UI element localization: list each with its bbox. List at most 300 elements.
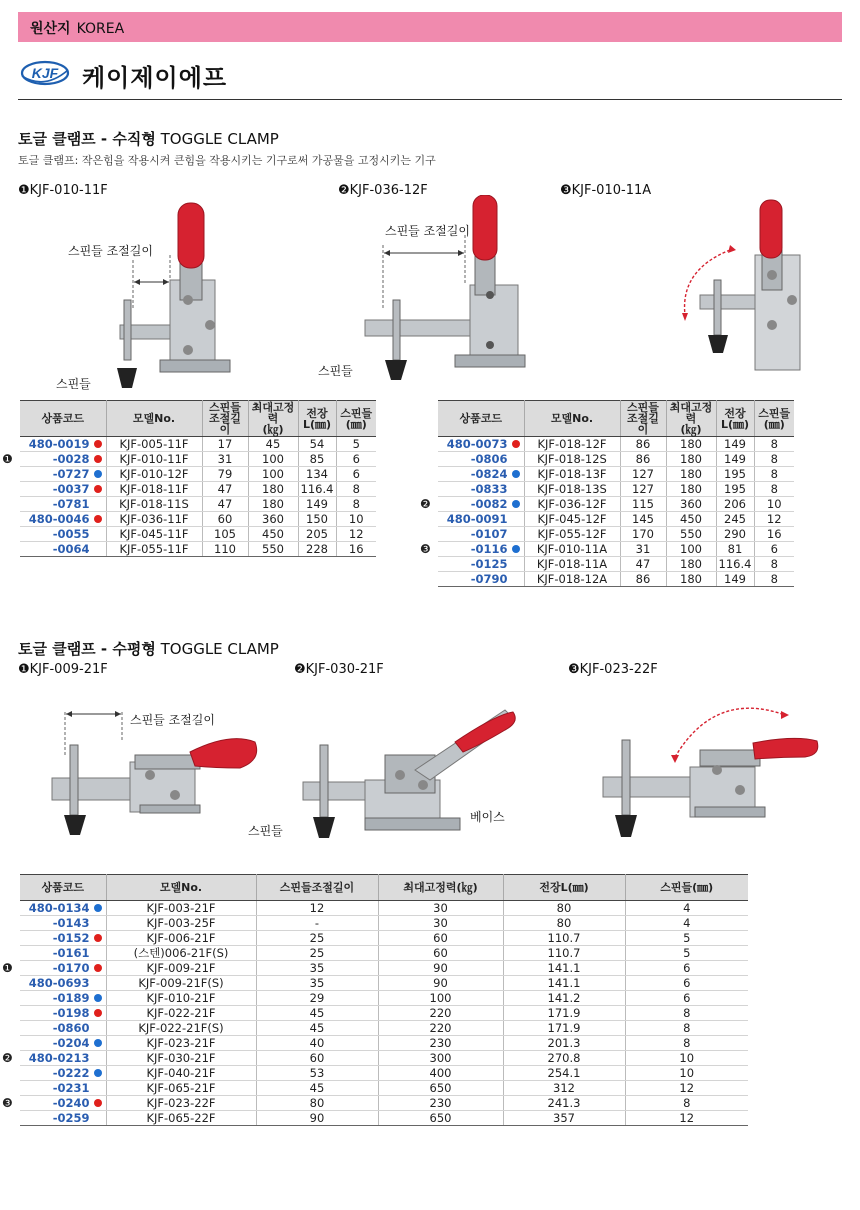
cell-adjust: 86 — [620, 572, 666, 587]
origin-bar — [18, 12, 842, 42]
table-row — [20, 497, 376, 512]
cell-spindle: 4 — [625, 916, 748, 931]
status-dot-icon — [94, 1054, 102, 1062]
product-code: -0189 — [52, 991, 90, 1005]
status-dot-icon — [512, 560, 520, 568]
cell-spindle: 6 — [336, 467, 376, 482]
cell-force: 450 — [248, 527, 298, 542]
cell-spindle: 5 — [336, 437, 376, 452]
cell-adjust: 35 — [256, 976, 378, 991]
table-row — [20, 1021, 748, 1036]
cell-force: 220 — [378, 1021, 503, 1036]
cell-code — [2, 961, 106, 976]
cell-force: 360 — [248, 512, 298, 527]
cell-model: KJF-018-11S — [106, 497, 202, 512]
cell-model: KJF-055-11F — [106, 542, 202, 557]
status-dot-icon — [94, 1114, 102, 1122]
cell-spindle: 6 — [754, 542, 794, 557]
cell-model: KJF-018-12A — [524, 572, 620, 587]
cell-length: 171.9 — [503, 1021, 625, 1036]
horizontal-spec-table — [2, 874, 748, 1126]
row-marker: ❸ — [2, 1096, 13, 1110]
cell-adjust: 29 — [256, 991, 378, 1006]
cell-code — [20, 1066, 106, 1081]
status-dot-icon — [512, 515, 520, 523]
product-code: -0028 — [52, 452, 90, 466]
cell-code — [438, 482, 524, 497]
status-dot-icon — [512, 455, 520, 463]
cell-model: KJF-022-21F(S) — [106, 1021, 256, 1036]
cell-length: 110.7 — [503, 946, 625, 961]
cell-force: 650 — [378, 1081, 503, 1096]
cell-spindle: 5 — [625, 931, 748, 946]
cell-adjust: 127 — [620, 467, 666, 482]
table-row — [20, 946, 748, 961]
product-code: -0833 — [470, 482, 508, 496]
product-code: -0790 — [470, 572, 508, 586]
section2-model-3: ❸KJF-023-22F — [568, 662, 658, 677]
brand-name: 케이제이에프 — [82, 64, 228, 92]
section2-title: 토글 클램프 - 수평형 TOGGLE CLAMP — [18, 640, 279, 658]
product-code: -0204 — [52, 1036, 90, 1050]
cell-model: (스텐)006-21F(S) — [106, 946, 256, 961]
col-spindle: 스핀들(㎜) — [625, 875, 748, 901]
cell-force: 100 — [378, 991, 503, 1006]
cell-force: 180 — [666, 572, 716, 587]
cell-spindle: 12 — [625, 1111, 748, 1126]
cell-code — [438, 512, 524, 527]
cell-spindle: 8 — [754, 572, 794, 587]
status-dot-icon — [94, 1084, 102, 1092]
cell-model: KJF-045-11F — [106, 527, 202, 542]
cell-force: 30 — [378, 916, 503, 931]
col-force: 최대고정력(㎏) — [378, 875, 503, 901]
col-adjust: 스핀들 조절길이 — [202, 401, 248, 437]
cell-adjust: 45 — [256, 1021, 378, 1036]
status-dot-icon — [512, 575, 520, 583]
cell-code — [20, 901, 106, 916]
cell-model: KJF-010-21F — [106, 991, 256, 1006]
cell-spindle: 8 — [754, 437, 794, 452]
col-force: 최대고정력 (㎏) — [666, 401, 716, 437]
cell-adjust: 115 — [620, 497, 666, 512]
product-code: -0125 — [470, 557, 508, 571]
table-row — [438, 467, 794, 482]
table-row — [20, 931, 748, 946]
row-marker: ❷ — [420, 497, 431, 511]
cell-spindle: 6 — [625, 991, 748, 1006]
status-dot-icon — [94, 440, 102, 448]
cell-adjust: 31 — [620, 542, 666, 557]
cell-force: 220 — [378, 1006, 503, 1021]
cell-force: 650 — [378, 1111, 503, 1126]
status-dot-icon — [512, 485, 520, 493]
cell-force: 230 — [378, 1096, 503, 1111]
cell-adjust: 12 — [256, 901, 378, 916]
cell-force: 180 — [666, 467, 716, 482]
h-adjust-length-label: 스핀들 조절길이 — [130, 713, 215, 727]
table-row — [20, 1066, 748, 1081]
cell-force: 180 — [248, 482, 298, 497]
cell-adjust: 31 — [202, 452, 248, 467]
row-marker: ❶ — [2, 961, 13, 975]
cell-code — [2, 1051, 106, 1066]
cell-code — [420, 542, 524, 557]
status-dot-icon — [94, 964, 102, 972]
col-code: 상품코드 — [438, 401, 524, 437]
cell-force: 180 — [666, 437, 716, 452]
cell-force: 100 — [666, 542, 716, 557]
table-header-row — [438, 401, 794, 437]
col-length: 전장L(㎜) — [503, 875, 625, 901]
product-code: -0116 — [470, 542, 508, 556]
product-code: -0082 — [470, 497, 508, 511]
cell-model: KJF-018-12S — [524, 452, 620, 467]
cell-model: KJF-022-21F — [106, 1006, 256, 1021]
cell-model: KJF-045-12F — [524, 512, 620, 527]
cell-spindle: 6 — [625, 976, 748, 991]
adjust-length-label-1: 스핀들 조절길이 — [68, 244, 153, 258]
cell-spindle: 8 — [625, 1096, 748, 1111]
cell-model: KJF-023-22F — [106, 1096, 256, 1111]
adjust-length-label-2: 스핀들 조절길이 — [385, 224, 470, 238]
cell-force: 100 — [248, 452, 298, 467]
product-code: -0727 — [52, 467, 90, 481]
cell-model: KJF-018-12F — [524, 437, 620, 452]
status-dot-icon — [94, 455, 102, 463]
status-dot-icon — [512, 530, 520, 538]
table-row — [438, 452, 794, 467]
cell-length: 241.3 — [503, 1096, 625, 1111]
svg-text:KJF: KJF — [31, 65, 59, 81]
product-code: 480-0073 — [446, 437, 508, 451]
cell-force: 180 — [248, 497, 298, 512]
cell-spindle: 8 — [336, 497, 376, 512]
vertical-clamp-image-1 — [20, 200, 250, 395]
cell-force: 300 — [378, 1051, 503, 1066]
product-code: -0860 — [52, 1021, 90, 1035]
brand-header — [18, 54, 842, 100]
table-row — [438, 572, 794, 587]
cell-length: 81 — [716, 542, 754, 557]
h-base-label: 베이스 — [470, 810, 505, 824]
cell-length: 201.3 — [503, 1036, 625, 1051]
cell-spindle: 8 — [754, 557, 794, 572]
cell-length: 206 — [716, 497, 754, 512]
cell-model: KJF-036-12F — [524, 497, 620, 512]
status-dot-icon — [94, 485, 102, 493]
cell-spindle: 10 — [625, 1051, 748, 1066]
cell-spindle: 5 — [625, 946, 748, 961]
status-dot-icon — [94, 545, 102, 553]
table-row — [20, 1036, 748, 1051]
table-row — [438, 512, 794, 527]
cell-code — [20, 527, 106, 542]
cell-spindle: 10 — [625, 1066, 748, 1081]
cell-model: KJF-010-11F — [106, 452, 202, 467]
cell-adjust: 80 — [256, 1096, 378, 1111]
cell-adjust: 79 — [202, 467, 248, 482]
vertical-clamp-image-3 — [670, 195, 820, 390]
cell-code — [20, 512, 106, 527]
col-adjust: 스핀들 조절길이 — [620, 401, 666, 437]
cell-length: 245 — [716, 512, 754, 527]
cell-adjust: 47 — [202, 497, 248, 512]
section2-model-1: ❶KJF-009-21F — [18, 662, 108, 677]
cell-code — [438, 557, 524, 572]
table-row — [20, 1006, 748, 1021]
cell-force: 90 — [378, 976, 503, 991]
product-code: 480-0213 — [28, 1051, 90, 1065]
table-row — [438, 482, 794, 497]
col-model: 모델No. — [106, 875, 256, 901]
product-code: -0152 — [52, 931, 90, 945]
table-header-row — [20, 875, 748, 901]
product-code: 480-0693 — [28, 976, 90, 990]
cell-force: 360 — [666, 497, 716, 512]
product-code: 480-0046 — [28, 512, 90, 526]
table-row — [20, 452, 376, 467]
cell-code — [2, 1096, 106, 1111]
cell-adjust: - — [256, 916, 378, 931]
table-row — [20, 527, 376, 542]
product-code: -0231 — [52, 1081, 90, 1095]
cell-spindle: 8 — [625, 1021, 748, 1036]
vertical-spec-table-right — [420, 400, 794, 587]
cell-model: KJF-010-11A — [524, 542, 620, 557]
status-dot-icon — [512, 545, 520, 553]
cell-force: 180 — [666, 482, 716, 497]
cell-length: 116.4 — [298, 482, 336, 497]
h-spindle-label: 스핀들 — [248, 824, 283, 838]
cell-model: KJF-040-21F — [106, 1066, 256, 1081]
table-row — [20, 901, 748, 916]
status-dot-icon — [94, 934, 102, 942]
cell-length: 270.8 — [503, 1051, 625, 1066]
cell-length: 134 — [298, 467, 336, 482]
table-row — [20, 1051, 748, 1066]
cell-length: 150 — [298, 512, 336, 527]
product-code: 480-0019 — [28, 437, 90, 451]
cell-spindle: 4 — [625, 901, 748, 916]
cell-spindle: 8 — [625, 1006, 748, 1021]
cell-code — [438, 437, 524, 452]
status-dot-icon — [94, 1099, 102, 1107]
table-row — [20, 437, 376, 452]
cell-code — [20, 916, 106, 931]
status-dot-icon — [94, 515, 102, 523]
cell-model: KJF-036-11F — [106, 512, 202, 527]
status-dot-icon — [94, 1024, 102, 1032]
product-code: 480-0091 — [446, 512, 508, 526]
cell-spindle: 8 — [754, 467, 794, 482]
cell-model: KJF-055-12F — [524, 527, 620, 542]
cell-code — [20, 991, 106, 1006]
product-code: -0037 — [52, 482, 90, 496]
cell-adjust: 86 — [620, 437, 666, 452]
status-dot-icon — [94, 1069, 102, 1077]
product-code: -0240 — [52, 1096, 90, 1110]
cell-adjust: 25 — [256, 946, 378, 961]
cell-force: 230 — [378, 1036, 503, 1051]
cell-length: 149 — [716, 572, 754, 587]
cell-model: KJF-030-21F — [106, 1051, 256, 1066]
cell-force: 45 — [248, 437, 298, 452]
cell-force: 90 — [378, 961, 503, 976]
cell-code — [2, 452, 106, 467]
cell-spindle: 8 — [754, 452, 794, 467]
cell-length: 141.2 — [503, 991, 625, 1006]
section1-model-3: ❸KJF-010-11A — [560, 183, 652, 198]
product-code: -0170 — [52, 961, 90, 975]
status-dot-icon — [512, 440, 520, 448]
cell-spindle: 16 — [336, 542, 376, 557]
cell-adjust: 53 — [256, 1066, 378, 1081]
product-code: 480-0134 — [28, 901, 90, 915]
cell-model: KJF-065-21F — [106, 1081, 256, 1096]
cell-model: KJF-003-25F — [106, 916, 256, 931]
cell-adjust: 170 — [620, 527, 666, 542]
cell-force: 60 — [378, 931, 503, 946]
cell-force: 400 — [378, 1066, 503, 1081]
cell-code — [438, 527, 524, 542]
status-dot-icon — [94, 1009, 102, 1017]
cell-spindle: 16 — [754, 527, 794, 542]
cell-code — [438, 452, 524, 467]
col-code: 상품코드 — [20, 401, 106, 437]
cell-length: 149 — [298, 497, 336, 512]
cell-length: 254.1 — [503, 1066, 625, 1081]
cell-code — [20, 946, 106, 961]
col-spindle: 스핀들 (㎜) — [336, 401, 376, 437]
section1-title: 토글 클램프 - 수직형 TOGGLE CLAMP — [18, 130, 279, 148]
cell-length: 357 — [503, 1111, 625, 1126]
cell-model: KJF-065-22F — [106, 1111, 256, 1126]
cell-length: 228 — [298, 542, 336, 557]
product-code: -0806 — [470, 452, 508, 466]
cell-model: KJF-023-21F — [106, 1036, 256, 1051]
cell-length: 290 — [716, 527, 754, 542]
cell-adjust: 25 — [256, 931, 378, 946]
table-row — [20, 512, 376, 527]
spindle-label-2: 스핀들 — [318, 364, 353, 378]
cell-code — [20, 1111, 106, 1126]
status-dot-icon — [94, 500, 102, 508]
status-dot-icon — [94, 994, 102, 1002]
cell-length: 141.1 — [503, 961, 625, 976]
cell-length: 80 — [503, 901, 625, 916]
table-row — [20, 1081, 748, 1096]
product-code: -0055 — [52, 527, 90, 541]
col-force: 최대고정력 (㎏) — [248, 401, 298, 437]
cell-length: 116.4 — [716, 557, 754, 572]
product-code: -0259 — [52, 1111, 90, 1125]
status-dot-icon — [94, 470, 102, 478]
cell-code — [20, 976, 106, 991]
cell-length: 195 — [716, 482, 754, 497]
table-row — [438, 542, 794, 557]
cell-length: 149 — [716, 437, 754, 452]
cell-adjust: 35 — [256, 961, 378, 976]
cell-model: KJF-006-21F — [106, 931, 256, 946]
row-marker: ❷ — [2, 1051, 13, 1065]
cell-length: 149 — [716, 452, 754, 467]
product-code: -0161 — [52, 946, 90, 960]
table-row — [20, 542, 376, 557]
cell-adjust: 60 — [202, 512, 248, 527]
cell-force: 180 — [666, 452, 716, 467]
col-length: 전장 L(㎜) — [716, 401, 754, 437]
cell-length: 171.9 — [503, 1006, 625, 1021]
cell-model: KJF-018-11F — [106, 482, 202, 497]
table-row — [438, 527, 794, 542]
cell-adjust: 145 — [620, 512, 666, 527]
cell-adjust: 45 — [256, 1081, 378, 1096]
horizontal-clamp-image-2 — [295, 700, 525, 850]
table-header-row — [20, 401, 376, 437]
product-code: -0824 — [470, 467, 508, 481]
cell-adjust: 127 — [620, 482, 666, 497]
col-adjust: 스핀들조절길이 — [256, 875, 378, 901]
origin-label: 원산지 — [30, 21, 71, 37]
cell-model: KJF-010-12F — [106, 467, 202, 482]
product-code: -0064 — [52, 542, 90, 556]
cell-length: 205 — [298, 527, 336, 542]
cell-force: 550 — [248, 542, 298, 557]
row-marker: ❸ — [420, 542, 431, 556]
cell-force: 60 — [378, 946, 503, 961]
status-dot-icon — [94, 530, 102, 538]
status-dot-icon — [94, 904, 102, 912]
cell-length: 80 — [503, 916, 625, 931]
status-dot-icon — [512, 470, 520, 478]
cell-code — [20, 1021, 106, 1036]
cell-adjust: 60 — [256, 1051, 378, 1066]
cell-length: 141.1 — [503, 976, 625, 991]
spindle-label-1: 스핀들 — [56, 377, 91, 391]
cell-spindle: 12 — [336, 527, 376, 542]
product-code: -0107 — [470, 527, 508, 541]
section2-model-2: ❷KJF-030-21F — [294, 662, 384, 677]
kjf-logo — [20, 60, 70, 86]
col-model: 모델No. — [524, 401, 620, 437]
section1-model-1: ❶KJF-010-11F — [18, 183, 108, 198]
vertical-spec-table-left — [2, 400, 376, 557]
cell-length: 85 — [298, 452, 336, 467]
table-row — [20, 991, 748, 1006]
section1-description: 토글 클램프: 작은힘을 작용시켜 큰힘을 작용시키는 기구로써 가공물을 고정시키는 기구 — [18, 154, 436, 167]
col-length: 전장 L(㎜) — [298, 401, 336, 437]
origin-value: KOREA — [76, 21, 125, 37]
cell-adjust: 45 — [256, 1006, 378, 1021]
table-row — [438, 437, 794, 452]
cell-model: KJF-009-21F — [106, 961, 256, 976]
col-code: 상품코드 — [20, 875, 106, 901]
cell-code — [20, 1036, 106, 1051]
cell-code — [20, 1006, 106, 1021]
cell-spindle: 6 — [336, 452, 376, 467]
cell-spindle: 8 — [336, 482, 376, 497]
cell-adjust: 105 — [202, 527, 248, 542]
status-dot-icon — [512, 500, 520, 508]
cell-code — [438, 467, 524, 482]
status-dot-icon — [94, 949, 102, 957]
cell-code — [20, 931, 106, 946]
origin-text — [30, 18, 124, 38]
table-row — [20, 467, 376, 482]
section1-model-2: ❷KJF-036-12F — [338, 183, 428, 198]
cell-code — [438, 572, 524, 587]
